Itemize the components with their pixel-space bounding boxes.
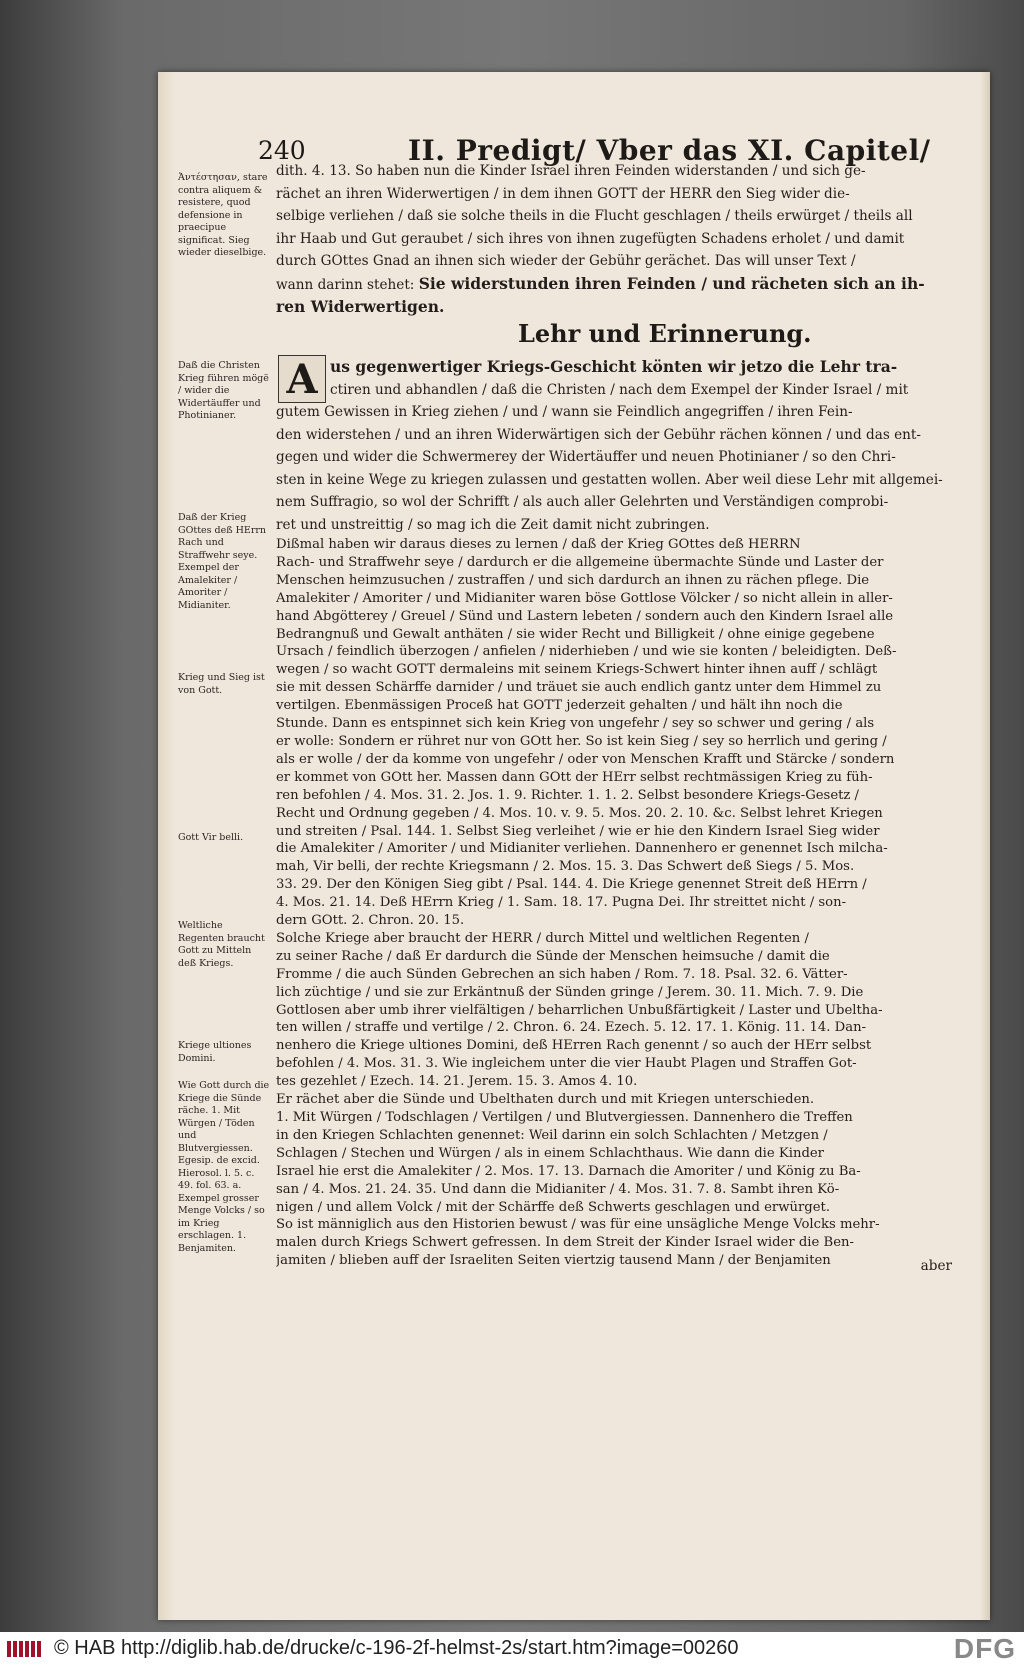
text-line: gutem Gewissen in Krieg ziehen / und / wann sie Feindlich angegriffen / ihren Fein- — [276, 404, 853, 420]
text-line: wann darinn stehet: — [276, 276, 415, 293]
text-line: durch GOttes Gnad an ihnen sich wieder der Gebühr gerächet. Das will unser Text / — [276, 253, 856, 269]
text-line: Recht und Ordnung gegeben / 4. Mos. 10. v. 9. 5. Mos. 20. 2. 10. &c. Selbst lehret Kriegen — [276, 805, 883, 821]
text-line: lich züchtige / und sie zur Erkäntnuß der Sünden gringe / Jerem. 30. 11. Mich. 7. 9. Die — [276, 984, 864, 1000]
text-line: rächet an ihren Widerwertigen / in dem ihnen GOTT der HERR den Sieg wider die- — [276, 185, 850, 202]
margin-note-3: Daß der Krieg GOttes deß HErrn Rach und Straffwehr seye. Exempel der Amalekiter / Amoriter / Midianiter. — [178, 512, 267, 611]
text-line: sten in keine Wege zu kriegen zulassen und gestatten wollen. Aber weil diese Lehr mit allgemei- — [276, 471, 943, 488]
text-line: dith. 4. 13. So haben nun die Kinder Israel ihren Feinden widerstanden / und sich ge- — [276, 163, 866, 179]
section-heading: Lehr und Erinnerung. — [518, 319, 812, 348]
text-line: us gegenwertiger Kriegs-Geschicht könten wir jetzo die Lehr tra- — [330, 357, 898, 376]
text-line: 33. 29. Der den Königen Sieg gibt / Psal. 144. 4. Die Kriege genennet Streit deß HErrn / — [276, 877, 867, 893]
text-line: Er rächet aber die Sünde und Ubelthaten durch und mit Kriegen unterschieden. — [276, 1092, 815, 1108]
text-line: selbige verliehen / daß sie solche theils in die Flucht geschlagen / theils erwürget / theils all — [276, 208, 913, 224]
main-text — [276, 536, 964, 1270]
text-line: als er wolle / der da komme von ungefehr / oder von Menschen Krafft und Stärcke / sondern — [276, 751, 895, 767]
running-head: II. Predigt/ Vber das XI. Capitel/ — [408, 134, 931, 167]
text-line: 4. Mos. 21. 14. Deß HErrn Krieg / 1. Sam. 18. 17. Pugna Dei. Ihr streittet nicht / son- — [276, 895, 847, 911]
text-line: Dißmal haben wir daraus dieses zu lernen / daß der Krieg GOttes deß HERRN — [276, 537, 801, 552]
text-line: in den Kriegen Schlachten genennet: Weil darinn ein solch Schlachten / Metzgen / — [276, 1127, 828, 1143]
margin-note-5: Gott Vir belli. — [178, 832, 244, 843]
text-line: Ursach / feindlich überzogen / anfielen / niderhieben / und wie sie konten / beleidigten. Deß- — [276, 644, 897, 660]
text-line: hand Abgötterey / Greuel / Sünd und Lastern lebeten / sondern auch den Kindern Israel alle — [276, 608, 894, 624]
text-line: ret und unstreittig / so mag ich die Zeit damit nicht zubringen. — [276, 516, 710, 533]
text-line: nem Suffragio, so wol der Schrifft / als auch aller Gelehrten und Verständigen comprobi- — [276, 494, 889, 510]
dfg-logo: DFG — [953, 1633, 1016, 1664]
text-line: ctiren und abhandlen / daß die Christen / nach dem Exempel der Kinder Israel / mit — [330, 381, 909, 398]
text-line: ten willen / straffe und vertilge / 2. Chron. 6. 24. Ezech. 5. 12. 17. 1. König. 11. 14. Dan- — [276, 1020, 867, 1036]
page-number: 240 — [258, 136, 306, 165]
text-line: Bedrangnuß und Gewalt anthäten / sie wider Recht und Billigkeit / ohne einige gegebene — [276, 626, 875, 642]
hab-logo-icon — [6, 1639, 46, 1659]
margin-note-1: Ἀντέστησαν, stare contra aliquem & resistere, quod defensione in praecipue significat. Sieg wieder dieselbige. — [178, 172, 268, 258]
text-line: er wolle: Sondern er rühret nur von GOtt her. So ist kein Sieg / sey so herrlich und gering / — [276, 733, 887, 749]
text-line: er kommet von GOtt her. Massen dann GOtt der HErr selbst rechtmässigen Krieg zu füh- — [276, 769, 873, 785]
text-line: 1. Mit Würgen / Todschlagen / Vertilgen / und Blutvergiessen. Dannenhero die Treffen — [276, 1110, 853, 1125]
text-emphasis: Sie widerstunden ihren Feinden / und rächeten sich an ih- — [418, 273, 925, 293]
text-line: tes gezehlet / Ezech. 14. 21. Jerem. 15. 3. Amos 4. 10. — [276, 1074, 638, 1090]
text-line: die Amalekiter / Amoriter / und Midianiter verliehen. Dannenhero er genennet Isch milcha- — [276, 841, 888, 857]
text-line: Amalekiter / Amoriter / und Midianiter waren böse Gottlose Völcker / so nicht allein in aller- — [276, 590, 893, 606]
catchword: aber — [920, 1258, 952, 1274]
text-line: zu seiner Rache / daß Er dardurch die Sünde der Menschen heimsuche / damit die — [276, 948, 830, 964]
margin-note-8: Wie Gott durch die Kriege die Sünde räche. 1. Mit Würgen / Töden und Blutvergiessen. Egesip. de excid. Hierosol. l. 5. c. 49. fol. 63. a. Exempel grosser Menge Volcks / so im Krieg erschlagen. 1. Benjamiten. — [178, 1080, 270, 1254]
footer-bar — [0, 1632, 1024, 1665]
text-line: sie mit dessen Schärffe darnider / und träuet sie auch endlich gantz unter dem Himmel zu — [276, 680, 882, 696]
margin-note-7: Kriege ultiones Domini. — [178, 1040, 252, 1064]
text-line: jamiten / blieben auff der Israeliten Seiten viertzig tausend Mann / der Benjamiten — [276, 1253, 831, 1269]
text-line: mah, Vir belli, der rechte Kriegsmann / 2. Mos. 15. 3. Das Schwert deß Siegs / 5. Mos. — [276, 859, 855, 875]
text-line: wegen / so wacht GOTT dermaleins mit seinem Kriegs-Schwert hinter ihnen auff / schlägt — [276, 662, 878, 678]
text-line: Stunde. Dann es entspinnet sich kein Krieg von ungefehr / sey so schwer und gering / als — [276, 716, 875, 732]
text-line: nigen / und allem Volck / mit der Schärffe deß Schwerts geschlagen und erwürget. — [276, 1199, 831, 1215]
text-line: Rach- und Straffwehr seye / dardurch er die allgemeine übermachte Sünde und Laster der — [276, 554, 884, 570]
text-line: malen durch Kriegs Schwert gefressen. In dem Streit der Kinder Israel wider die Ben- — [276, 1235, 854, 1251]
margin-note-4: Krieg und Sieg ist von Gott. — [178, 672, 265, 696]
first-paragraph-lead — [330, 356, 964, 401]
text-line: und streiten / Psal. 144. 1. Selbst Sieg verleihet / wie er hie den Kindern Israel Sieg wider — [276, 823, 880, 839]
text-line: Menschen heimzusuchen / zustraffen / und sich dardurch an ihnen zu rächen pflege. Die — [276, 572, 870, 588]
text-line: gegen und wider die Schwermerey der Widertäuffer und neuen Photinianer / so den Chri- — [276, 449, 896, 465]
footer-caption: © HAB http://diglib.hab.de/drucke/c-196-2f-helmst-2s/start.htm?image=00260 — [54, 1637, 739, 1659]
text-line: Israel hie erst die Amalekiter / 2. Mos. 17. 13. Darnach die Amoriter / und König zu Ba- — [276, 1163, 861, 1179]
decorated-initial: A — [278, 355, 326, 403]
text-line: nenhero die Kriege ultiones Domini, deß HErren Rach genennt / so auch der HErr selbst — [276, 1038, 872, 1054]
text-line: ihr Haab und Gut geraubet / sich ihres von ihnen zugefügten Schadens erholet / und damit — [276, 230, 905, 247]
text-line: dern GOtt. 2. Chron. 20. 15. — [276, 913, 465, 929]
text-line: vertilgen. Ebenmässigen Proceß hat GOTT jederzeit gehalten / und hält ihn noch die — [276, 698, 843, 714]
margin-note-2: Daß die Christen Krieg führen mögë / wider die Widertäuffer und Photinianer. — [178, 360, 269, 421]
text-line: den widerstehen / und an ihren Widerwärtigen sich der Gebühr rächen können / und das ent- — [276, 426, 921, 443]
text-line: Fromme / die auch Sünden Gebrechen an sich haben / Rom. 7. 18. Psal. 32. 6. Vätter- — [276, 966, 848, 982]
text-line: Schlagen / Stechen und Würgen / als in einem Schlachthaus. Wie dann die Kinder — [276, 1145, 824, 1161]
book-page — [158, 72, 990, 1620]
intro-paragraph — [276, 160, 964, 319]
page-edge-shadow — [980, 72, 990, 1620]
page-gutter — [158, 72, 174, 1620]
text-line: befohlen / 4. Mos. 31. 3. Wie ingleichem unter die vier Haubt Plagen und Straffen Got- — [276, 1056, 857, 1072]
text-emphasis: ren Widerwertigen. — [276, 297, 445, 316]
margin-note-6: Weltliche Regenten braucht Gott zu Mitteln deß Kriegs. — [178, 920, 265, 969]
text-line: san / 4. Mos. 21. 24. 35. Und dann die Midianiter / 4. Mos. 31. 7. 8. Sambt ihren Kö- — [276, 1181, 840, 1197]
text-line: Solche Kriege aber braucht der HERR / durch Mittel und weltlichen Regenten / — [276, 930, 809, 946]
text-line: So ist männiglich aus den Historien bewust / was für eine unsägliche Menge Volcks mehr- — [276, 1217, 880, 1233]
text-line: Gottlosen aber umb ihrer vielfältigen / beharrlichen Unbußfärtigkeit / Laster und Ubeltha- — [276, 1002, 883, 1018]
text-line: ren befohlen / 4. Mos. 31. 2. Jos. 1. 9. Richter. 1. 1. 2. Selbst besondere Kriegs-Gesetz / — [276, 787, 860, 803]
first-paragraph — [276, 401, 964, 536]
